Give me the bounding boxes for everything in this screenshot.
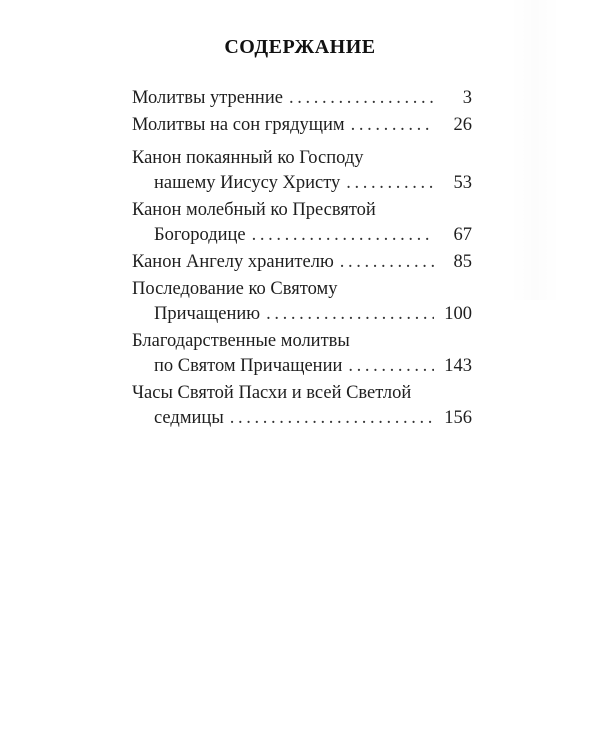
toc-page-number: 143 <box>444 356 472 376</box>
dot-leader <box>266 302 434 327</box>
toc-entry-title-continued: нашему Иисусу Христу <box>154 173 341 193</box>
dot-leader <box>252 223 434 248</box>
toc-entry-morning-prayers[interactable] <box>132 86 472 111</box>
toc-entry-title: Молитвы на сон грядущим <box>132 115 345 135</box>
toc-entry-title: Часы Святой Пасхи и всей Светлой <box>132 383 412 403</box>
toc-entry-title-continued: Богородице <box>154 225 246 245</box>
toc-entry-paschal-hours[interactable] <box>132 381 472 431</box>
toc-entry-thanksgiving-prayers[interactable] <box>132 329 472 379</box>
dot-leader <box>230 406 434 431</box>
toc-entry-title: Канон покаянный ко Господу <box>132 148 364 168</box>
toc-entry-title-continued: по Святом Причащении <box>154 356 343 376</box>
toc-entry-evening-prayers[interactable] <box>132 113 472 138</box>
toc-entry-title: Последование ко Святому <box>132 279 338 299</box>
toc-page-number: 85 <box>453 252 472 272</box>
toc-entry-title: Благодарственные молитвы <box>132 331 350 351</box>
toc-page-number: 26 <box>453 115 472 135</box>
toc-page-number: 67 <box>453 225 472 245</box>
table-of-contents <box>132 86 472 433</box>
dot-leader <box>348 354 434 379</box>
toc-entry-guardian-angel-canon[interactable] <box>132 250 472 275</box>
page-title: СОДЕРЖАНИЕ <box>224 36 376 58</box>
toc-page-number: 3 <box>462 88 472 108</box>
toc-page-number: 156 <box>444 408 472 428</box>
toc-entry-title: Молитвы утренние <box>132 88 283 108</box>
toc-entry-theotokos-canon[interactable] <box>132 198 472 248</box>
dot-leader <box>340 250 434 275</box>
dot-leader <box>346 171 434 196</box>
dot-leader <box>351 113 434 138</box>
dot-leader <box>289 86 434 111</box>
toc-page-number: 53 <box>453 173 472 193</box>
toc-page-number: 100 <box>444 304 472 324</box>
toc-entry-title-continued: Причащению <box>154 304 261 324</box>
toc-entry-title: Канон молебный ко Пресвятой <box>132 200 376 220</box>
toc-entry-penitential-canon[interactable] <box>132 146 472 196</box>
toc-entry-communion-rule[interactable] <box>132 277 472 327</box>
toc-entry-title: Канон Ангелу хранителю <box>132 252 334 272</box>
toc-entry-title-continued: седмицы <box>154 408 224 428</box>
